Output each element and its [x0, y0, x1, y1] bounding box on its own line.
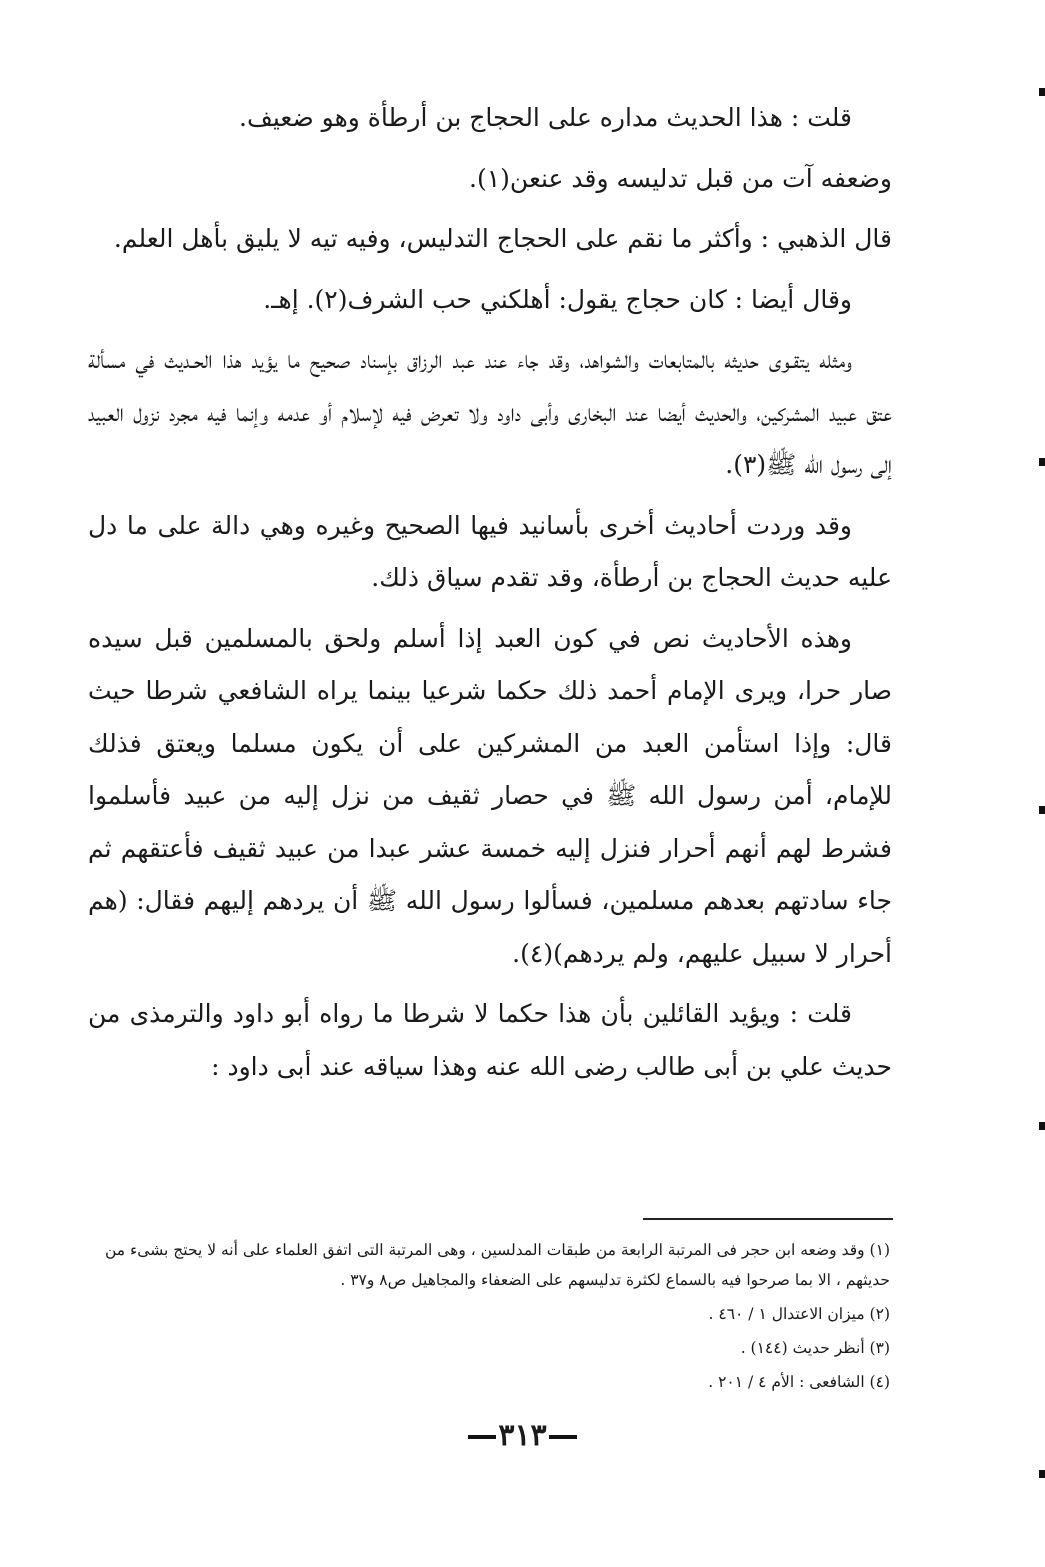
page-number-value: ٣١٣	[498, 1418, 547, 1453]
footnote-separator	[643, 1218, 893, 1220]
paragraph-8: قلت : ويؤيد القائلين بأن هذا حكما لا شرطا ما رواه أبو داود والترمذى من حديث علي بن أبى طالب رضى الله عنه وهذا سياقه عند أبى داود :	[88, 999, 892, 1081]
footnote-4: (٤) الشافعى : الأم ٤ / ٢٠١ .	[708, 1373, 890, 1391]
footnotes	[90, 1235, 890, 1401]
footnote-1: (١) وقد وضعه ابن حجر فى المرتبة الرابعة من طبقات المدلسين ، وهى المرتبة التى اتفق العلماء على أنه لا يحتج بشىء من حديثهم ، الا بما صرحوا فيه بالسماع لكثرة تدليسهم على الضعفاء والمجاهيل ص٨ و٣٧ .	[104, 1241, 890, 1289]
paragraph-7: وهذه الأحاديث نص في كون العبد إذا أسلم ولحق بالمسلمين قبل سيده صار حرا، ويرى الإمام أحمد ذلك حكما شرعيا بينما يراه الشافعي شرطا حيث قال: وإذا استأمن العبد من المشركين على أن يكون مسلما ويعتق فذلك للإمام، أمن رسول الله ﷺ في حصار ثقيف من نزل إليه من عبيد فأسلموا فشرط لهم أنهم أحرار فنزل إليه خمسة عشر عبدا من عبيد ثقيف فأعتقهم ثم جاء سادتهم بعدهم مسلمين، فسألوا رسول الله ﷺ أن يردهم إليهم فقال: (هم أحرار لا سبيل عليهم، ولم يردهم)(٤).	[88, 623, 892, 968]
paragraph-2: وضعفه آت من قبل تدليسه وقد عنعن(١).	[469, 163, 892, 193]
paragraph-6: وقد وردت أحاديث أخرى بأسانيد فيها الصحيح وغيره وهي دالة على ما دل عليه حديث الحجاج بن أرطأة، وقد تقدم سياق ذلك.	[88, 510, 892, 592]
page-number-dash-right	[468, 1435, 496, 1439]
paragraph-4: وقال أيضا : كان حجاج يقول: أهلكني حب الشرف(٢). إهـ.	[263, 284, 852, 314]
scan-edge-mark	[1039, 1470, 1045, 1478]
paragraph-3: قال الذهبي : وأكثر ما نقم على الحجاج التدليس، وفيه تيه لا يليق بأهل العلم.	[113, 224, 892, 253]
page-number-dash-left	[549, 1435, 577, 1439]
scan-edge-mark	[1039, 458, 1045, 466]
main-text	[88, 92, 892, 1101]
page-number	[0, 1418, 1045, 1453]
footnote-3: (٣) أنظر حديث (١٤٤) .	[740, 1339, 890, 1357]
paragraph-1: قلت : هذا الحديث مداره على الحجاج بن أرطأة وهو ضعيف.	[239, 103, 852, 132]
scan-edge-mark	[1039, 806, 1045, 814]
scan-edge-mark	[1039, 1122, 1045, 1130]
footnote-2: (٢) ميزان الاعتدال ١ / ٤٦٠ .	[708, 1305, 890, 1323]
scan-edge-mark	[1039, 88, 1045, 96]
paragraph-5: ومثله يتقـوى حديثه بالمتابعات والشواهد، وقد جاء عند عبد الرزاق بإسناد صحيح ما يؤيد هذا الحـديث في مسألة عتق عبيد المشركين، والحديث أيضا عند البخارى وأبى داود ولا تعرض فيه لإسلام أو عدمه وإنما فيه مجرد نزول العبيد إلى رسول الله ﷺ(٣).	[88, 345, 892, 479]
